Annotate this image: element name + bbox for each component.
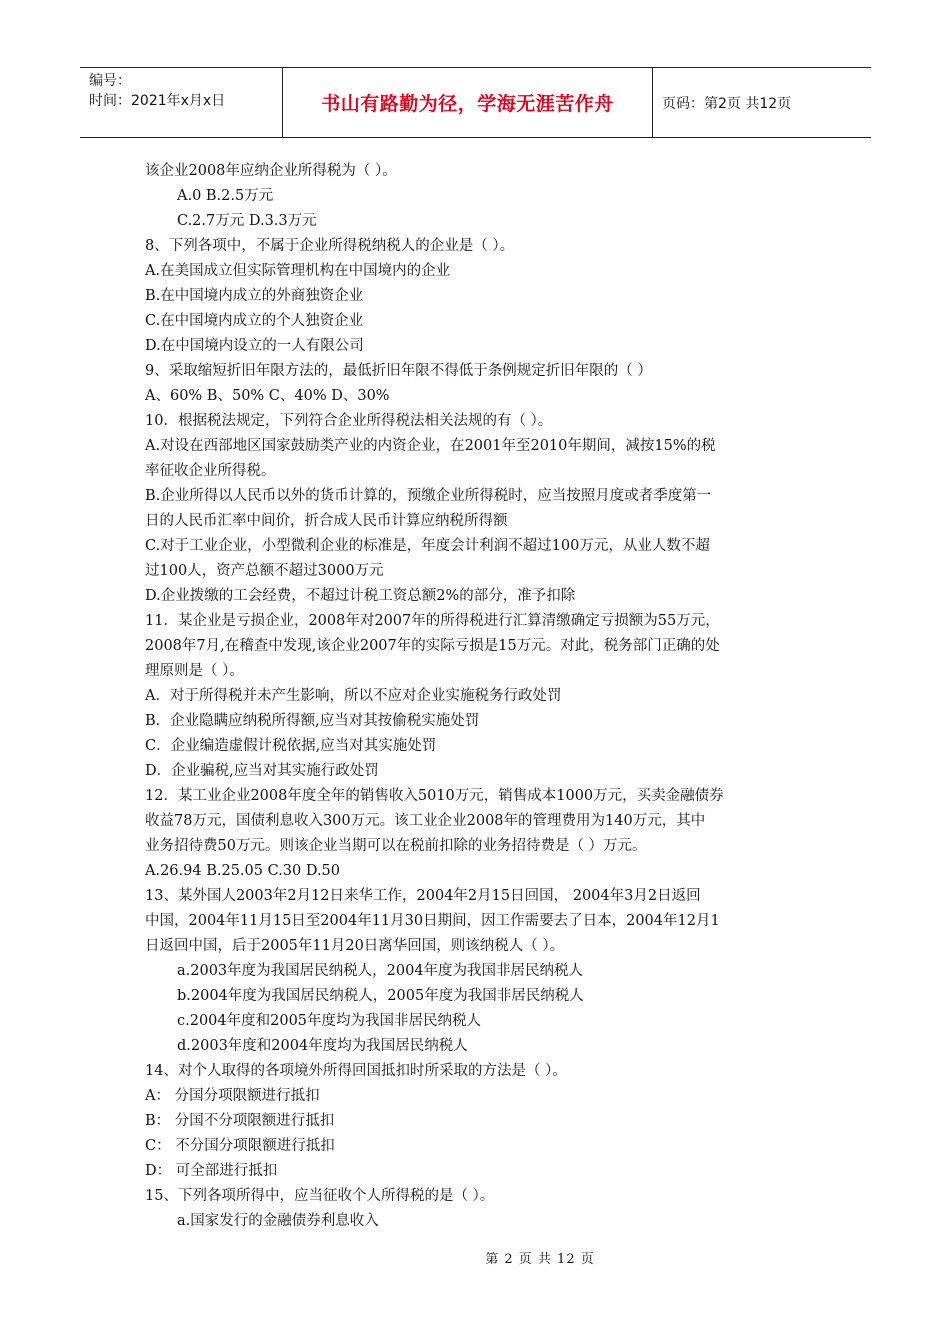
header-page-cell bbox=[653, 68, 871, 137]
doc-id-label: 编号： bbox=[89, 73, 131, 89]
header-motto: 书山有路勤为径，学海无涯苦作舟 bbox=[321, 93, 614, 115]
text-line: A．对于所得税并未产生影响，所以不应对企业实施税务行政处罚 bbox=[145, 688, 562, 704]
text-line: 14、对个人取得的各项境外所得回国抵扣时所采取的方法是（ ）。 bbox=[145, 1063, 567, 1079]
text-line: 日返回中国，后于2005年11月20日离华回国，则该纳税人（ ）。 bbox=[145, 938, 565, 954]
doc-time-label: 时间：2021年x月x日 bbox=[89, 93, 226, 109]
page-footer bbox=[0, 1248, 950, 1267]
text-line: A.0 B.2.5万元 bbox=[177, 188, 274, 204]
text-line: 率征收企业所得税。 bbox=[145, 463, 276, 479]
text-line: B.企业所得以人民币以外的货币计算的，预缴企业所得税时，应当按照月度或者季度第一 bbox=[145, 488, 712, 504]
text-line: 9、采取缩短折旧年限方法的，最低折旧年限不得低于条例规定折旧年限的（ ） bbox=[145, 363, 652, 379]
text-line: D．企业骗税,应当对其实施行政处罚 bbox=[145, 763, 379, 779]
text-line: 11．某企业是亏损企业，2008年对2007年的所得税进行汇算清缴确定亏损额为55万元， bbox=[145, 613, 720, 629]
header-meta-cell bbox=[80, 68, 283, 137]
text-line: c.2004年度和2005年度均为我国非居民纳税人 bbox=[177, 1013, 482, 1029]
text-line: A： 分国分项限额进行抵扣 bbox=[145, 1088, 320, 1104]
text-line: B.在中国境内成立的外商独资企业 bbox=[145, 288, 364, 304]
page-header bbox=[80, 67, 871, 138]
text-line: C： 不分国分项限额进行抵扣 bbox=[145, 1138, 335, 1154]
text-line: 12．某工业企业2008年度全年的销售收入5010万元，销售成本1000万元，买卖金融债券 bbox=[145, 788, 724, 804]
text-line: D.企业拨缴的工会经费，不超过计税工资总额2%的部分，准予扣除 bbox=[145, 588, 576, 604]
header-motto-cell bbox=[283, 68, 653, 137]
text-line: 收益78万元，国债利息收入300万元。该工业企业2008年的管理费用为140万元，其中 bbox=[145, 813, 706, 829]
text-line: 业务招待费50万元。则该企业当期可以在税前扣除的业务招待费是（ ）万元。 bbox=[145, 838, 647, 854]
text-line: 中国，2004年11月15日至2004年11月30日期间，因工作需要去了日本，2004年12月1 bbox=[145, 913, 720, 929]
text-line: C.2.7万元 D.3.3万元 bbox=[177, 213, 317, 229]
text-line: 2008年7月,在稽查中发现,该企业2007年的实际亏损是15万元。对此，税务部门正确的处 bbox=[145, 638, 720, 654]
text-line: A.26.94 B.25.05 C.30 D.50 bbox=[145, 863, 340, 879]
text-line: 15、下列各项所得中，应当征收个人所得税的是（ ）。 bbox=[145, 1188, 495, 1204]
text-line: D.在中国境内设立的一人有限公司 bbox=[145, 338, 364, 354]
text-line: d.2003年度和2004年度均为我国居民纳税人 bbox=[177, 1038, 468, 1054]
text-line: 该企业2008年应纳企业所得税为（ ）。 bbox=[145, 163, 397, 179]
text-line: D： 可全部进行抵扣 bbox=[145, 1163, 278, 1179]
text-line: A.在美国成立但实际管理机构在中国境内的企业 bbox=[145, 263, 451, 279]
text-line: C.在中国境内成立的个人独资企业 bbox=[145, 313, 364, 329]
text-line: 13、某外国人2003年2月12日来华工作，2004年2月15日回国， 2004年3月2日返回 bbox=[145, 888, 701, 904]
footer-page-number: 第 2 页 共 12 页 bbox=[485, 1252, 595, 1267]
text-line: a.2003年度为我国居民纳税人，2004年度为我国非居民纳税人 bbox=[177, 963, 584, 979]
text-line: 8、下列各项中，不属于企业所得税纳税人的企业是（ ）。 bbox=[145, 238, 515, 254]
text-line: B．企业隐瞒应纳税所得额,应当对其按偷税实施处罚 bbox=[145, 713, 480, 729]
text-line: 理原则是（ ）。 bbox=[145, 663, 244, 679]
document-body bbox=[145, 159, 810, 1234]
text-line: A、60% B、50% C、40% D、30% bbox=[145, 388, 390, 404]
text-line: a.国家发行的金融债券利息收入 bbox=[177, 1213, 379, 1229]
text-line: b.2004年度为我国居民纳税人，2005年度为我国非居民纳税人 bbox=[177, 988, 584, 1004]
text-line: 过100人，资产总额不超过3000万元 bbox=[145, 563, 384, 579]
header-page-info: 页码：第2页 共12页 bbox=[662, 95, 792, 112]
text-line: C.对于工业企业，小型微利企业的标准是，年度会计利润不超过100万元，从业人数不超 bbox=[145, 538, 710, 554]
text-line: B： 分国不分项限额进行抵扣 bbox=[145, 1113, 335, 1129]
text-line: A.对设在西部地区国家鼓励类产业的内资企业，在2001年至2010年期间，减按15%的税 bbox=[145, 438, 716, 454]
text-line: 日的人民币汇率中间价，折合成人民币计算应纳税所得额 bbox=[145, 513, 508, 529]
text-line: 10．根据税法规定，下列符合企业所得税法相关法规的有（ ）。 bbox=[145, 413, 553, 429]
text-line: C．企业编造虚假计税依据,应当对其实施处罚 bbox=[145, 738, 437, 754]
